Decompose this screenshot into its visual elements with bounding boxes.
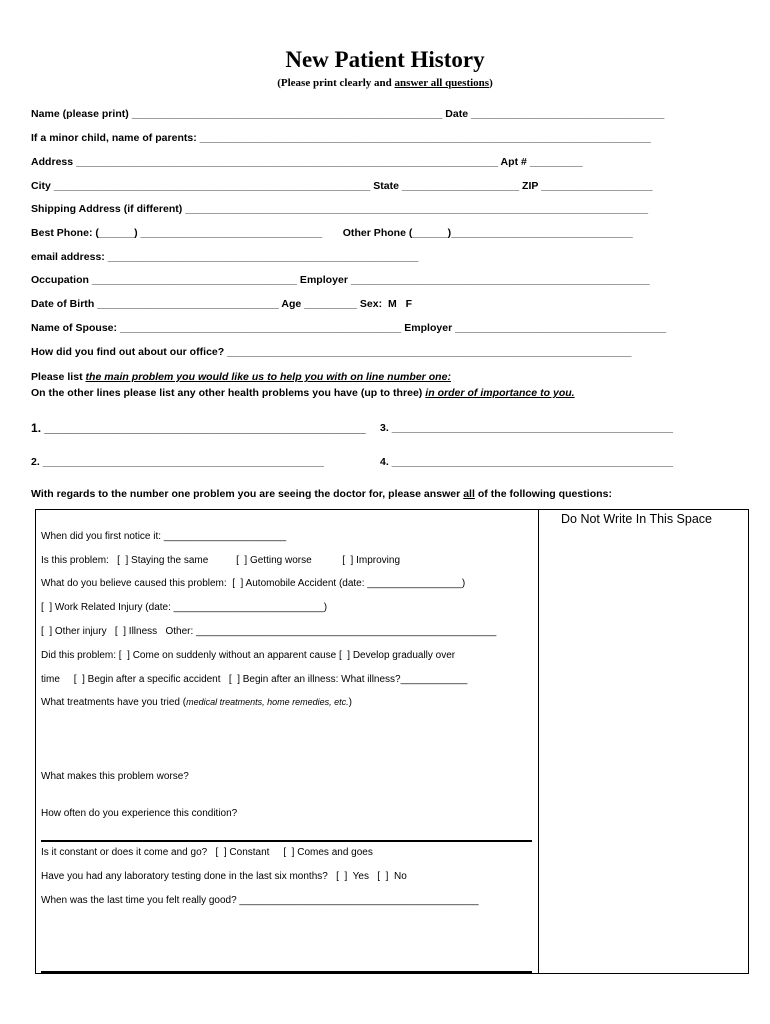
question-onset-continued[interactable]: time [ ] Begin after a specific accident [ ] Begin after an illness: What illness?____________ xyxy=(41,674,468,685)
office-column-divider xyxy=(538,509,539,974)
question-problem-trend[interactable]: Is this problem: [ ] Staying the same [ ] Getting worse [ ] Improving xyxy=(41,555,401,566)
problem-line-2[interactable]: 2. ________________________________________________ xyxy=(31,456,324,468)
question-cause[interactable]: What do you believe caused this problem: [ ] Automobile Accident (date: _________________) xyxy=(41,578,466,589)
bottom-rule xyxy=(41,971,532,973)
question-last-felt-good[interactable]: When was the last time you felt really good? ___________________________________________ xyxy=(41,895,479,906)
address-field[interactable]: Address ________________________________________________________________________ Apt # _________ xyxy=(31,156,583,168)
instruction-line-1: Please list the main problem you would like us to help you with on line number one: xyxy=(31,371,451,383)
shipping-address-field[interactable]: Shipping Address (if different) _______________________________________________________________________________ xyxy=(31,203,649,215)
question-worse[interactable]: What makes this problem worse? xyxy=(41,771,189,782)
name-date-field[interactable]: Name (please print) _____________________________________________________ Date _________________________________ xyxy=(31,108,665,120)
question-onset[interactable]: Did this problem: [ ] Come on suddenly without an apparent cause [ ] Develop gradually over xyxy=(41,650,456,661)
question-constant[interactable]: Is it constant or does it come and go? [ ] Constant [ ] Comes and goes xyxy=(41,847,373,858)
occupation-employer-field[interactable]: Occupation ___________________________________ Employer ___________________________________________________ xyxy=(31,274,650,286)
question-first-noticed[interactable]: When did you first notice it: ______________________ xyxy=(41,531,287,542)
phone-field[interactable]: Best Phone: (______) _______________________________ Other Phone (______)_______________________________ xyxy=(31,227,633,239)
dob-age-sex-field[interactable]: Date of Birth _______________________________ Age _________ Sex: M F xyxy=(31,298,413,310)
referral-field[interactable]: How did you find out about our office? _____________________________________________________________________ xyxy=(31,346,632,358)
problem-line-4[interactable]: 4. ________________________________________________ xyxy=(380,456,673,468)
email-field[interactable]: email address: _____________________________________________________ xyxy=(31,251,419,263)
section-rule xyxy=(41,840,532,842)
form-title: New Patient History xyxy=(285,47,485,72)
question-treatments[interactable]: What treatments have you tried (medical treatments, home remedies, etc.) xyxy=(41,697,352,708)
problem-line-3[interactable]: 3. ________________________________________________ xyxy=(380,422,673,434)
parents-field[interactable]: If a minor child, name of parents: _____________________________________________________________________________ xyxy=(31,132,651,144)
spouse-employer-field[interactable]: Name of Spouse: ________________________________________________ Employer ____________________________________ xyxy=(31,322,667,334)
question-lab-testing[interactable]: Have you had any laboratory testing done in the last six months? [ ] Yes [ ] No xyxy=(41,871,407,882)
question-work-injury[interactable]: [ ] Work Related Injury (date: ___________________________) xyxy=(41,602,328,613)
problem-line-1[interactable]: 1. ________________________________________________ xyxy=(31,421,366,435)
question-frequency[interactable]: How often do you experience this condition? xyxy=(41,808,238,819)
instruction-line-2: On the other lines please list any other health problems you have (up to three) in order of importance to you. xyxy=(31,387,575,399)
question-other-injury[interactable]: [ ] Other injury [ ] Illness Other: ______________________________________________________ xyxy=(41,626,497,637)
city-state-zip-field[interactable]: City ______________________________________________________ State ____________________ ZIP ___________________ xyxy=(31,180,653,192)
regards-instruction: With regards to the number one problem you are seeing the doctor for, please answer all of the following questions: xyxy=(31,488,612,500)
form-subtitle: (Please print clearly and answer all questions) xyxy=(277,77,493,89)
office-use-label: Do Not Write In This Space xyxy=(561,512,712,526)
